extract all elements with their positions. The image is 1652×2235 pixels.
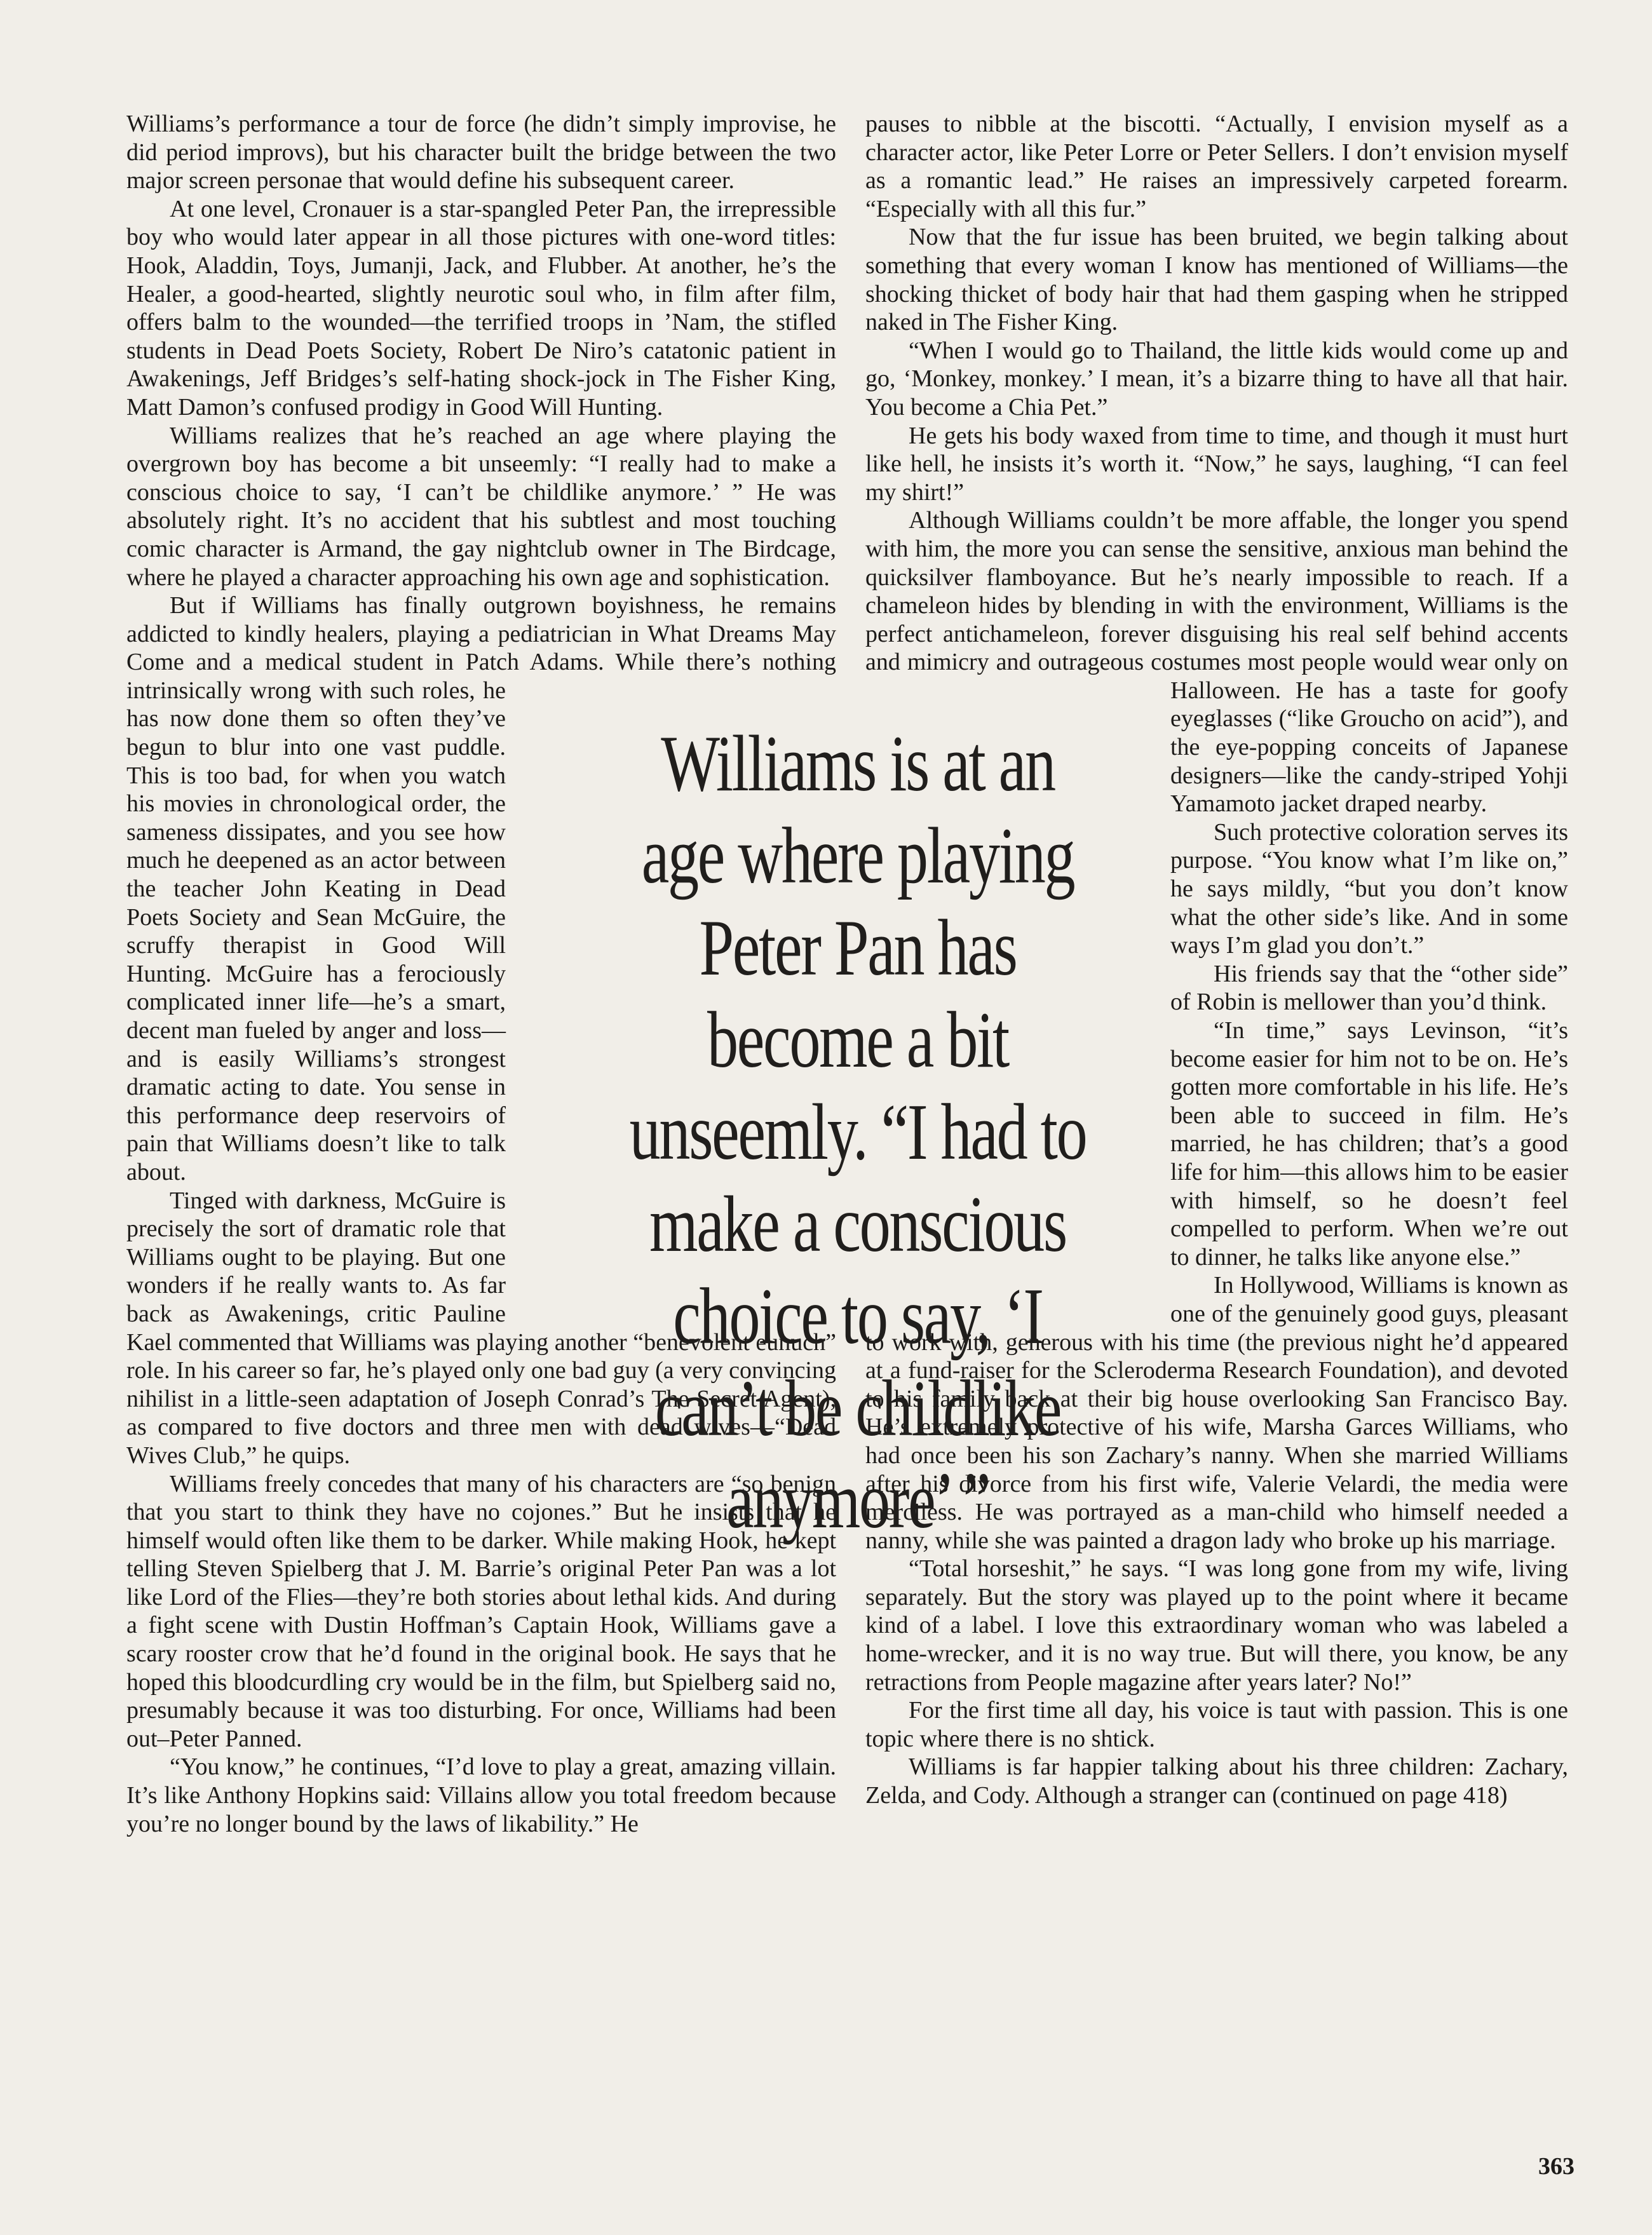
paragraph: Tinged with darkness, McGuire is precisely the sort of dramatic role that Williams ought to be playing. But one wonders if he really wants to. As far back as Awakenings, critic Pauline Kael commented that Williams was playing another “benevolent eunuch” role. In his career so far, he’s played only one bad guy (a very convincing nihilist in a little-seen adaptation of Joseph Conrad’s The Secret Agent), as compared to five doctors and three men with dead wives—“Dead Wives Club,” he quips. <box>126 1187 836 1469</box>
page-number: 363 <box>1538 2153 1574 2180</box>
paragraph: “You know,” he continues, “I’d love to play a great, amazing villain. It’s like Anthony Hopkins said: Villains allow you total freedom because you’re no longer bound by the laws of likability.” He <box>126 1753 836 1837</box>
paragraph: In Hollywood, Williams is known as one of the genuinely good guys, pleasant to work with, generous with his time (the previous night he’d appeared at a fund-raiser for the Scleroderma Research Foundation), and devoted to his family back at their big house overlooking San Francisco Bay. He’s extremely protective of his wife, Marsha Garces Williams, who had once been his son Zachary’s nanny. When she married Williams after his divorce from his first wife, Valerie Velardi, the media were merciless. He was portrayed as a man-child who himself needed a nanny, while she was painted a dragon lady who broke up his marriage. <box>865 1272 1568 1554</box>
paragraph: Williams freely concedes that many of his characters are “so benign that you start to think they have no cojones.” But he insists that he himself would often like them to be darker. While making Hook, he kept telling Steven Spielberg that J. M. Barrie’s original Peter Pan was a lot like Lord of the Flies—they’re both stories about lethal kids. And during a fight scene with Dustin Hoffman’s Captain Hook, Williams gave a scary rooster crow that he’d found in the original book. He says that he hoped this bloodcurdling cry would be in the film, but Spielberg said no, presumably because it was too disturbing. For once, Williams had been out–Peter Panned. <box>126 1470 836 1752</box>
paragraph: “When I would go to Thailand, the little kids would come up and go, ‘Monkey, monkey.’ I mean, it’s a bizarre thing to have all that hair. You become a Chia Pet.” <box>865 337 1568 421</box>
paragraph: pauses to nibble at the biscotti. “Actually, I envision myself as a character actor, like Peter Lorre or Peter Sellers. I don’t envision myself as a romantic lead.” He raises an impressively carpeted forearm. “Especially with all this fur.” <box>865 111 1568 222</box>
paragraph: Such protective coloration serves its purpose. “You know what I’m like on,” he says mildly, “but you don’t know what the other side’s like. And in some ways I’m glad you don’t.” <box>1170 818 1568 959</box>
paragraph: Now that the fur issue has been bruited, we begin talking about something that every woman I know has mentioned of Williams—the shocking thicket of body hair that had them gasping when he stripped naked in The Fisher King. <box>865 224 1568 336</box>
paragraph: “Total horseshit,” he says. “I was long gone from my wife, living separately. But the story was played up to the point where it became kind of a label. I love this extraordinary woman who was labeled a home-wrecker, and it is no way true. But will there, you know, be any retractions from People magazine after years later? No!” <box>865 1555 1568 1696</box>
paragraph: For the first time all day, his voice is taut with passion. This is one topic where there is no shtick. <box>865 1697 1568 1752</box>
pull-quote: Williams is at an age where playing Peter Pan has become a bit unseemly. “I had to make a conscious choice to say, ‘I can’t be childlike anymore’ ” <box>629 720 1087 1545</box>
paragraph: Williams realizes that he’s reached an age where playing the overgrown boy has become a bit unseemly: “I really had to make a conscious choice to say, ‘I can’t be childlike anymore.’ ” He was absolutely right. It’s no accident that his subtlest and most touching comic character is Armand, the gay nightclub owner in The Birdcage, where he played a character approaching his own age and sophistication. <box>126 422 836 591</box>
paragraph: He gets his body waxed from time to time, and though it must hurt like hell, he insists it’s worth it. “Now,” he says, laughing, “I can feel my shirt!” <box>865 422 1568 506</box>
paragraph: “In time,” says Levinson, “it’s become easier for him not to be on. He’s gotten more comfortable in his life. He’s been able to succeed in film. He’s married, he has children; that’s a good life for him—this allows him to be easier with himself, so he doesn’t feel compelled to perform. When we’re out to dinner, he talks like anyone else.” <box>1170 1017 1568 1271</box>
paragraph: Williams is far happier talking about his three children: Zachary, Zelda, and Cody. Although a stranger can (continued on page 418) <box>865 1753 1568 1809</box>
paragraph: At one level, Cronauer is a star-spangled Peter Pan, the irrepressible boy who would later appear in all those pictures with one-word titles: Hook, Aladdin, Toys, Jumanji, Jack, and Flubber. At another, he’s the Healer, a good-hearted, slightly neurotic soul who, in film after film, offers balm to the wounded—the terrified troops in ’Nam, the stifled students in Dead Poets Society, Robert De Niro’s catatonic patient in Awakenings, Jeff Bridges’s self-hating shock-jock in The Fisher King, Matt Damon’s confused prodigy in Good Will Hunting. <box>126 195 836 421</box>
paragraph: Williams’s performance a tour de force (he didn’t simply improvise, he did period improvs), but his character built the bridge between the two major screen personae that would define his subsequent career. <box>126 111 836 194</box>
paragraph: His friends say that the “other side” of Robin is mellower than you’d think. <box>1170 960 1568 1016</box>
paragraph: But if Williams has finally outgrown boyishness, he remains addicted to kindly healers, playing a pediatrician in What Dreams May Come and a medical student in Patch Adams. While there’s nothing intrinsically wrong with such roles, he has now done them so often they’ve begun to blur into one vast puddle. This is too bad, for when you watch his movies in chronological order, the sameness dissipates, and you see how much he deepened as an actor between the teacher John Keating in Dead Poets Society and Sean McGuire, the scruffy therapist in Good Will Hunting. McGuire has a ferociously complicated inner life—he’s a smart, decent man fueled by anger and loss—and is easily Williams’s strongest dramatic acting to date. You sense in this performance deep reservoirs of pain that Williams doesn’t like to talk about. <box>126 592 836 1185</box>
paragraph: Although Williams couldn’t be more affable, the longer you spend with him, the more you can sense the sensitive, anxious man behind the quicksilver flamboyance. But he’s nearly impossible to reach. If a chameleon hides by blending in with the environment, Williams is the perfect antichameleon, forever disguising his real self behind accents and mimicry and outrageous costumes most people would wear only on Halloween. He has a taste for goofy eyeglasses (“like Groucho on acid”), and the eye-popping conceits of Japanese designers—like the candy-striped Yohji Yamamoto jacket draped nearby. <box>865 507 1568 818</box>
